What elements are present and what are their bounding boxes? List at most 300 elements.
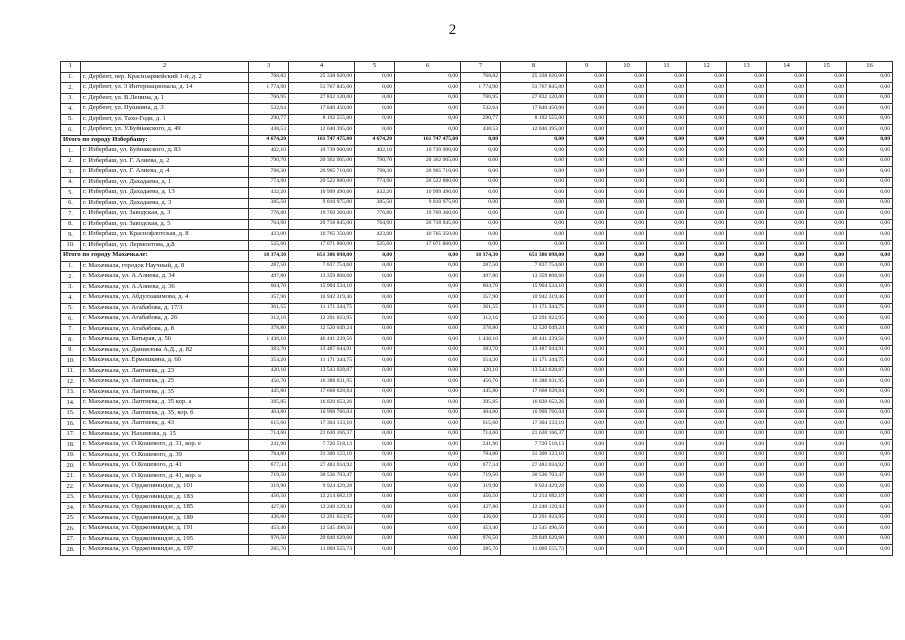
value-cell: 0,00 bbox=[807, 93, 847, 104]
value-cell: 0,00 bbox=[847, 492, 893, 503]
value-cell: 290,77 bbox=[249, 114, 289, 125]
address-cell: г. Махачкала, ул. Орджоникидзе, д. 185 bbox=[81, 503, 249, 514]
value-cell: 385,50 bbox=[355, 198, 395, 209]
value-cell: 10 942 319,46 bbox=[289, 293, 355, 304]
row-number: 2. bbox=[61, 272, 81, 283]
row-number: 27. bbox=[61, 534, 81, 545]
subtotal-label: Итого по городу Махачкале: bbox=[61, 251, 249, 262]
value-cell: 0,00 bbox=[727, 272, 767, 283]
value-cell: 0,00 bbox=[767, 314, 807, 325]
address-cell: г. Избербаш, ул. Заводская, д. 3 bbox=[81, 209, 249, 220]
value-cell: 0,00 bbox=[767, 440, 807, 451]
value-cell: 0,00 bbox=[727, 72, 767, 83]
value-cell: 445,80 bbox=[461, 387, 501, 398]
value-cell: 0,00 bbox=[847, 167, 893, 178]
row-number: 10. bbox=[61, 356, 81, 367]
value-cell: 25 338 620,00 bbox=[289, 72, 355, 83]
value-cell: 0,00 bbox=[847, 419, 893, 430]
column-header: 12 bbox=[687, 62, 727, 73]
value-cell: 0,00 bbox=[501, 230, 567, 241]
value-cell: 0,00 bbox=[647, 146, 687, 157]
value-cell: 0,00 bbox=[687, 125, 727, 136]
value-cell: 0,00 bbox=[847, 219, 893, 230]
value-cell: 0,00 bbox=[807, 356, 847, 367]
value-cell: 0,00 bbox=[647, 177, 687, 188]
value-cell: 0,00 bbox=[687, 503, 727, 514]
value-cell: 0,00 bbox=[567, 177, 607, 188]
value-cell: 784,80 bbox=[249, 450, 289, 461]
value-cell: 404,80 bbox=[249, 408, 289, 419]
value-cell: 0,00 bbox=[807, 104, 847, 115]
value-cell: 0,00 bbox=[607, 345, 647, 356]
value-cell: 790,70 bbox=[355, 156, 395, 167]
value-cell: 0,00 bbox=[727, 261, 767, 272]
value-cell: 0,00 bbox=[687, 198, 727, 209]
value-cell: 0,00 bbox=[847, 440, 893, 451]
value-cell: 0,00 bbox=[727, 450, 767, 461]
value-cell: 13 543 028,87 bbox=[501, 366, 567, 377]
value-cell: 0,00 bbox=[567, 324, 607, 335]
value-cell: 0,00 bbox=[647, 513, 687, 524]
value-cell: 10 999 490,00 bbox=[289, 188, 355, 199]
value-cell: 0,00 bbox=[847, 72, 893, 83]
value-cell: 0,00 bbox=[501, 219, 567, 230]
value-cell: 13 487 044,91 bbox=[501, 345, 567, 356]
value-cell: 13 359 808,60 bbox=[289, 272, 355, 283]
table-row bbox=[61, 282, 893, 293]
value-cell: 0,00 bbox=[847, 282, 893, 293]
value-cell: 0,00 bbox=[395, 513, 461, 524]
address-cell: г. Избербаш, ул. Лермонтова, д.8 bbox=[81, 240, 249, 251]
table-row bbox=[61, 335, 893, 346]
value-cell: 0,00 bbox=[847, 461, 893, 472]
row-number: 4. bbox=[61, 177, 81, 188]
value-cell: 0,00 bbox=[607, 387, 647, 398]
value-cell: 0,00 bbox=[767, 524, 807, 535]
table-row bbox=[61, 534, 893, 545]
value-cell: 0,00 bbox=[687, 104, 727, 115]
value-cell: 0,00 bbox=[687, 419, 727, 430]
value-cell: 0,00 bbox=[355, 83, 395, 94]
value-cell: 0,00 bbox=[767, 83, 807, 94]
table-row bbox=[61, 219, 893, 230]
address-cell: г. Махачкала, ул. Лаптиева, д. 25 bbox=[81, 377, 249, 388]
table-row bbox=[61, 408, 893, 419]
value-cell: 0,00 bbox=[687, 524, 727, 535]
value-cell: 241,90 bbox=[461, 440, 501, 451]
table-row bbox=[61, 461, 893, 472]
address-cell: г. Махачкала, ул. Агабабова, д. 26 bbox=[81, 314, 249, 325]
value-cell: 0,00 bbox=[807, 324, 847, 335]
value-cell: 976,50 bbox=[461, 534, 501, 545]
value-cell: 0,00 bbox=[355, 398, 395, 409]
value-cell: 17 668 028,84 bbox=[501, 387, 567, 398]
value-cell: 0,00 bbox=[687, 156, 727, 167]
value-cell: 1 774,90 bbox=[461, 83, 501, 94]
value-cell: 0,00 bbox=[767, 167, 807, 178]
value-cell: 1 774,90 bbox=[249, 83, 289, 94]
value-cell: 0,00 bbox=[567, 135, 607, 146]
value-cell: 0,00 bbox=[647, 125, 687, 136]
value-cell: 0,00 bbox=[767, 324, 807, 335]
value-cell: 20 522 880,00 bbox=[395, 177, 461, 188]
value-cell: 0,00 bbox=[355, 251, 395, 262]
value-cell: 12 240 129,44 bbox=[289, 503, 355, 514]
value-cell: 0,00 bbox=[687, 356, 727, 367]
value-cell: 0,00 bbox=[727, 534, 767, 545]
value-cell: 0,00 bbox=[355, 104, 395, 115]
value-cell: 0,00 bbox=[607, 156, 647, 167]
column-header: 4 bbox=[289, 62, 355, 73]
address-cell: г. Махачкала, ул. О.Кошевого, д. 39 bbox=[81, 450, 249, 461]
value-cell: 361,55 bbox=[461, 303, 501, 314]
value-cell: 0,00 bbox=[847, 524, 893, 535]
table-row bbox=[61, 440, 893, 451]
value-cell: 427,80 bbox=[461, 503, 501, 514]
value-cell: 0,00 bbox=[647, 104, 687, 115]
value-cell: 12 240 129,44 bbox=[501, 503, 567, 514]
value-cell: 0,00 bbox=[395, 83, 461, 94]
value-cell: 0,00 bbox=[395, 398, 461, 409]
value-cell: 10 739 900,00 bbox=[395, 146, 461, 157]
value-cell: 436,60 bbox=[249, 513, 289, 524]
value-cell: 354,20 bbox=[249, 356, 289, 367]
value-cell: 25 338 620,00 bbox=[501, 72, 567, 83]
value-cell: 20 522 880,00 bbox=[289, 177, 355, 188]
value-cell: 0,00 bbox=[567, 356, 607, 367]
value-cell: 0,00 bbox=[687, 545, 727, 556]
value-cell: 0,00 bbox=[567, 209, 607, 220]
value-cell: 0,00 bbox=[807, 198, 847, 209]
value-cell: 0,00 bbox=[687, 219, 727, 230]
value-cell: 0,00 bbox=[607, 251, 647, 262]
row-number: 16. bbox=[61, 419, 81, 430]
value-cell: 11 171 344,75 bbox=[289, 303, 355, 314]
value-cell: 0,00 bbox=[567, 261, 607, 272]
value-cell: 0,00 bbox=[647, 524, 687, 535]
column-header: 1 bbox=[61, 62, 81, 73]
value-cell: 0,00 bbox=[647, 503, 687, 514]
value-cell: 0,00 bbox=[847, 450, 893, 461]
value-cell: 0,00 bbox=[727, 408, 767, 419]
value-cell: 0,00 bbox=[395, 492, 461, 503]
value-cell: 0,00 bbox=[607, 240, 647, 251]
column-header: 10 bbox=[607, 62, 647, 73]
value-cell: 9 924 429,28 bbox=[501, 482, 567, 493]
value-cell: 651 386 098,00 bbox=[289, 251, 355, 262]
row-number: 6. bbox=[61, 198, 81, 209]
value-cell: 357,90 bbox=[249, 293, 289, 304]
value-cell: 0,00 bbox=[647, 156, 687, 167]
value-cell: 0,00 bbox=[647, 482, 687, 493]
value-cell: 8 192 555,00 bbox=[501, 114, 567, 125]
value-cell: 0,00 bbox=[355, 387, 395, 398]
value-cell: 0,00 bbox=[687, 345, 727, 356]
value-cell: 0,00 bbox=[607, 471, 647, 482]
value-cell: 0,00 bbox=[395, 450, 461, 461]
value-cell: 0,00 bbox=[355, 282, 395, 293]
value-cell: 0,00 bbox=[847, 513, 893, 524]
value-cell: 285,70 bbox=[249, 545, 289, 556]
row-number: 1. bbox=[61, 261, 81, 272]
value-cell: 0,00 bbox=[727, 135, 767, 146]
value-cell: 776,80 bbox=[249, 209, 289, 220]
value-cell: 0,00 bbox=[607, 188, 647, 199]
value-cell: 0,00 bbox=[567, 251, 607, 262]
table-row bbox=[61, 230, 893, 241]
value-cell: 0,00 bbox=[847, 251, 893, 262]
value-cell: 0,00 bbox=[727, 461, 767, 472]
value-cell: 0,00 bbox=[727, 335, 767, 346]
value-cell: 0,00 bbox=[395, 324, 461, 335]
value-cell: 20 362 905,00 bbox=[289, 156, 355, 167]
value-cell: 0,00 bbox=[607, 513, 647, 524]
value-cell: 12 291 023,95 bbox=[501, 513, 567, 524]
value-cell: 0,00 bbox=[355, 303, 395, 314]
value-cell: 0,00 bbox=[767, 198, 807, 209]
table-row bbox=[61, 198, 893, 209]
value-cell: 27 483 034,92 bbox=[289, 461, 355, 472]
row-number: 8. bbox=[61, 219, 81, 230]
value-cell: 0,00 bbox=[687, 177, 727, 188]
value-cell: 0,00 bbox=[567, 188, 607, 199]
row-number: 21. bbox=[61, 471, 81, 482]
column-header: 3 bbox=[249, 62, 289, 73]
value-cell: 0,00 bbox=[355, 524, 395, 535]
address-cell: г. Махачкала, ул. Орджоникидзе, д. 183 bbox=[81, 492, 249, 503]
value-cell: 0,00 bbox=[847, 93, 893, 104]
value-cell: 0,00 bbox=[647, 324, 687, 335]
value-cell: 0,00 bbox=[847, 188, 893, 199]
value-cell: 0,00 bbox=[607, 534, 647, 545]
table-row bbox=[61, 314, 893, 325]
value-cell: 0,00 bbox=[727, 513, 767, 524]
value-cell: 10 739 900,00 bbox=[289, 146, 355, 157]
value-cell: 0,00 bbox=[807, 272, 847, 283]
value-cell: 0,00 bbox=[847, 503, 893, 514]
value-cell: 0,00 bbox=[501, 167, 567, 178]
value-cell: 0,00 bbox=[395, 482, 461, 493]
value-cell: 0,00 bbox=[567, 440, 607, 451]
value-cell: 1 438,10 bbox=[461, 335, 501, 346]
row-number: 17. bbox=[61, 429, 81, 440]
value-cell: 0,00 bbox=[807, 209, 847, 220]
value-cell: 0,00 bbox=[767, 156, 807, 167]
address-cell: г. Дербент, ул. У.Буйнакского, д. 49 bbox=[81, 125, 249, 136]
register-table bbox=[60, 61, 893, 556]
address-cell: г. Махачкала, ул. Даниялова А.Д., д. 82 bbox=[81, 345, 249, 356]
table-row bbox=[61, 482, 893, 493]
value-cell: 0,00 bbox=[355, 293, 395, 304]
value-cell: 11 171 344,75 bbox=[501, 303, 567, 314]
value-cell: 438,53 bbox=[461, 125, 501, 136]
value-cell: 0,00 bbox=[647, 492, 687, 503]
value-cell: 714,60 bbox=[461, 429, 501, 440]
table-row bbox=[61, 156, 893, 167]
value-cell: 423,00 bbox=[249, 230, 289, 241]
value-cell: 0,00 bbox=[807, 429, 847, 440]
table-row bbox=[61, 293, 893, 304]
value-cell: 0,00 bbox=[567, 387, 607, 398]
value-cell: 0,00 bbox=[567, 125, 607, 136]
value-cell: 0,00 bbox=[847, 324, 893, 335]
value-cell: 766,95 bbox=[461, 93, 501, 104]
value-cell: 0,00 bbox=[501, 177, 567, 188]
value-cell: 0,00 bbox=[687, 282, 727, 293]
value-cell: 10 999 490,00 bbox=[395, 188, 461, 199]
value-cell: 0,00 bbox=[607, 177, 647, 188]
value-cell: 0,00 bbox=[607, 450, 647, 461]
table-row bbox=[61, 429, 893, 440]
value-cell: 0,00 bbox=[847, 198, 893, 209]
table-row bbox=[61, 272, 893, 283]
value-cell: 0,00 bbox=[355, 492, 395, 503]
value-cell: 0,00 bbox=[567, 513, 607, 524]
value-cell: 0,00 bbox=[647, 188, 687, 199]
value-cell: 0,00 bbox=[395, 314, 461, 325]
value-cell: 0,00 bbox=[727, 524, 767, 535]
value-cell: 0,00 bbox=[727, 251, 767, 262]
value-cell: 0,00 bbox=[647, 219, 687, 230]
value-cell: 0,00 bbox=[647, 545, 687, 556]
address-cell: г. Махачкала, ул. Абдулхакимова, д. 4 bbox=[81, 293, 249, 304]
value-cell: 0,00 bbox=[727, 125, 767, 136]
value-cell: 161 747 475,00 bbox=[395, 135, 461, 146]
value-cell: 0,00 bbox=[567, 345, 607, 356]
value-cell: 0,00 bbox=[727, 209, 767, 220]
value-cell: 0,00 bbox=[687, 429, 727, 440]
value-cell: 18 374,30 bbox=[461, 251, 501, 262]
value-cell: 0,00 bbox=[607, 167, 647, 178]
value-cell: 497,80 bbox=[249, 272, 289, 283]
value-cell: 0,00 bbox=[355, 450, 395, 461]
value-cell: 0,00 bbox=[647, 534, 687, 545]
table-row bbox=[61, 524, 893, 535]
value-cell: 784,80 bbox=[461, 450, 501, 461]
value-cell: 0,00 bbox=[647, 209, 687, 220]
value-cell: 0,00 bbox=[461, 135, 501, 146]
value-cell: 0,00 bbox=[847, 125, 893, 136]
value-cell: 0,00 bbox=[847, 356, 893, 367]
value-cell: 0,00 bbox=[807, 440, 847, 451]
address-cell: г. Махачкала, ул. О.Кошевого, д. 41, кор. а bbox=[81, 471, 249, 482]
value-cell: 0,00 bbox=[607, 440, 647, 451]
value-cell: 0,00 bbox=[767, 408, 807, 419]
row-number: 18. bbox=[61, 440, 81, 451]
value-cell: 453,40 bbox=[249, 524, 289, 535]
value-cell: 0,00 bbox=[607, 377, 647, 388]
value-cell: 12 214 682,19 bbox=[289, 492, 355, 503]
value-cell: 0,00 bbox=[461, 188, 501, 199]
value-cell: 798,30 bbox=[249, 167, 289, 178]
row-number: 15. bbox=[61, 408, 81, 419]
address-cell: г. Махачкала, ул. Орджоникидзе, д. 101 bbox=[81, 482, 249, 493]
value-cell: 456,70 bbox=[249, 377, 289, 388]
value-cell: 0,00 bbox=[807, 188, 847, 199]
value-cell: 0,00 bbox=[807, 503, 847, 514]
value-cell: 0,00 bbox=[687, 272, 727, 283]
value-cell: 0,00 bbox=[727, 419, 767, 430]
table-row bbox=[61, 545, 893, 556]
value-cell: 0,00 bbox=[647, 429, 687, 440]
value-cell: 0,00 bbox=[847, 482, 893, 493]
value-cell: 20 965 710,00 bbox=[395, 167, 461, 178]
value-cell: 0,00 bbox=[607, 219, 647, 230]
address-cell: г. Махачкала, ул. Нахимова, д. 15 bbox=[81, 429, 249, 440]
value-cell: 0,00 bbox=[687, 209, 727, 220]
value-cell: 532,64 bbox=[249, 104, 289, 115]
value-cell: 0,00 bbox=[647, 440, 687, 451]
value-cell: 456,50 bbox=[249, 492, 289, 503]
value-cell: 0,00 bbox=[395, 93, 461, 104]
value-cell: 0,00 bbox=[807, 167, 847, 178]
value-cell: 0,00 bbox=[767, 492, 807, 503]
value-cell: 31 300 123,10 bbox=[289, 450, 355, 461]
table-row bbox=[61, 324, 893, 335]
value-cell: 0,00 bbox=[607, 419, 647, 430]
value-cell: 497,80 bbox=[461, 272, 501, 283]
value-cell: 0,00 bbox=[767, 377, 807, 388]
value-cell: 383,70 bbox=[249, 345, 289, 356]
value-cell: 12 520 049,24 bbox=[289, 324, 355, 335]
column-header: 13 bbox=[727, 62, 767, 73]
value-cell: 0,00 bbox=[687, 492, 727, 503]
value-cell: 0,00 bbox=[461, 240, 501, 251]
value-cell: 0,00 bbox=[607, 335, 647, 346]
value-cell: 0,00 bbox=[687, 534, 727, 545]
value-cell: 12 545 496,50 bbox=[289, 524, 355, 535]
row-number: 5. bbox=[61, 114, 81, 125]
value-cell: 677,34 bbox=[461, 461, 501, 472]
value-cell: 287,50 bbox=[249, 261, 289, 272]
value-cell: 20 965 710,00 bbox=[289, 167, 355, 178]
value-cell: 0,00 bbox=[767, 146, 807, 157]
row-number: 1. bbox=[61, 146, 81, 157]
row-number: 4. bbox=[61, 293, 81, 304]
value-cell: 0,00 bbox=[647, 377, 687, 388]
value-cell: 12 214 682,19 bbox=[501, 492, 567, 503]
value-cell: 0,00 bbox=[807, 545, 847, 556]
value-cell: 0,00 bbox=[767, 135, 807, 146]
value-cell: 11 069 555,73 bbox=[501, 545, 567, 556]
value-cell: 17 304 133,10 bbox=[501, 419, 567, 430]
value-cell: 0,00 bbox=[727, 198, 767, 209]
table-row bbox=[61, 450, 893, 461]
table-row bbox=[61, 471, 893, 482]
value-cell: 0,00 bbox=[767, 335, 807, 346]
value-cell: 378,80 bbox=[249, 324, 289, 335]
value-cell: 16 388 031,95 bbox=[289, 377, 355, 388]
value-cell: 0,00 bbox=[355, 114, 395, 125]
value-cell: 0,00 bbox=[807, 146, 847, 157]
value-cell: 0,00 bbox=[767, 513, 807, 524]
column-header: 15 bbox=[807, 62, 847, 73]
value-cell: 4 674,20 bbox=[355, 135, 395, 146]
table-row bbox=[61, 83, 893, 94]
value-cell: 17 840 450,00 bbox=[289, 104, 355, 115]
value-cell: 20 718 845,00 bbox=[289, 219, 355, 230]
value-cell: 0,00 bbox=[355, 377, 395, 388]
address-cell: г. Махачкала, ул. Агабабова, д. 17/3 bbox=[81, 303, 249, 314]
value-cell: 0,00 bbox=[847, 177, 893, 188]
value-cell: 0,00 bbox=[807, 230, 847, 241]
row-number: 3. bbox=[61, 282, 81, 293]
row-number: 26. bbox=[61, 524, 81, 535]
value-cell: 12 040 395,00 bbox=[289, 125, 355, 136]
value-cell: 420,10 bbox=[461, 366, 501, 377]
value-cell: 383,70 bbox=[461, 345, 501, 356]
value-cell: 445,80 bbox=[249, 387, 289, 398]
